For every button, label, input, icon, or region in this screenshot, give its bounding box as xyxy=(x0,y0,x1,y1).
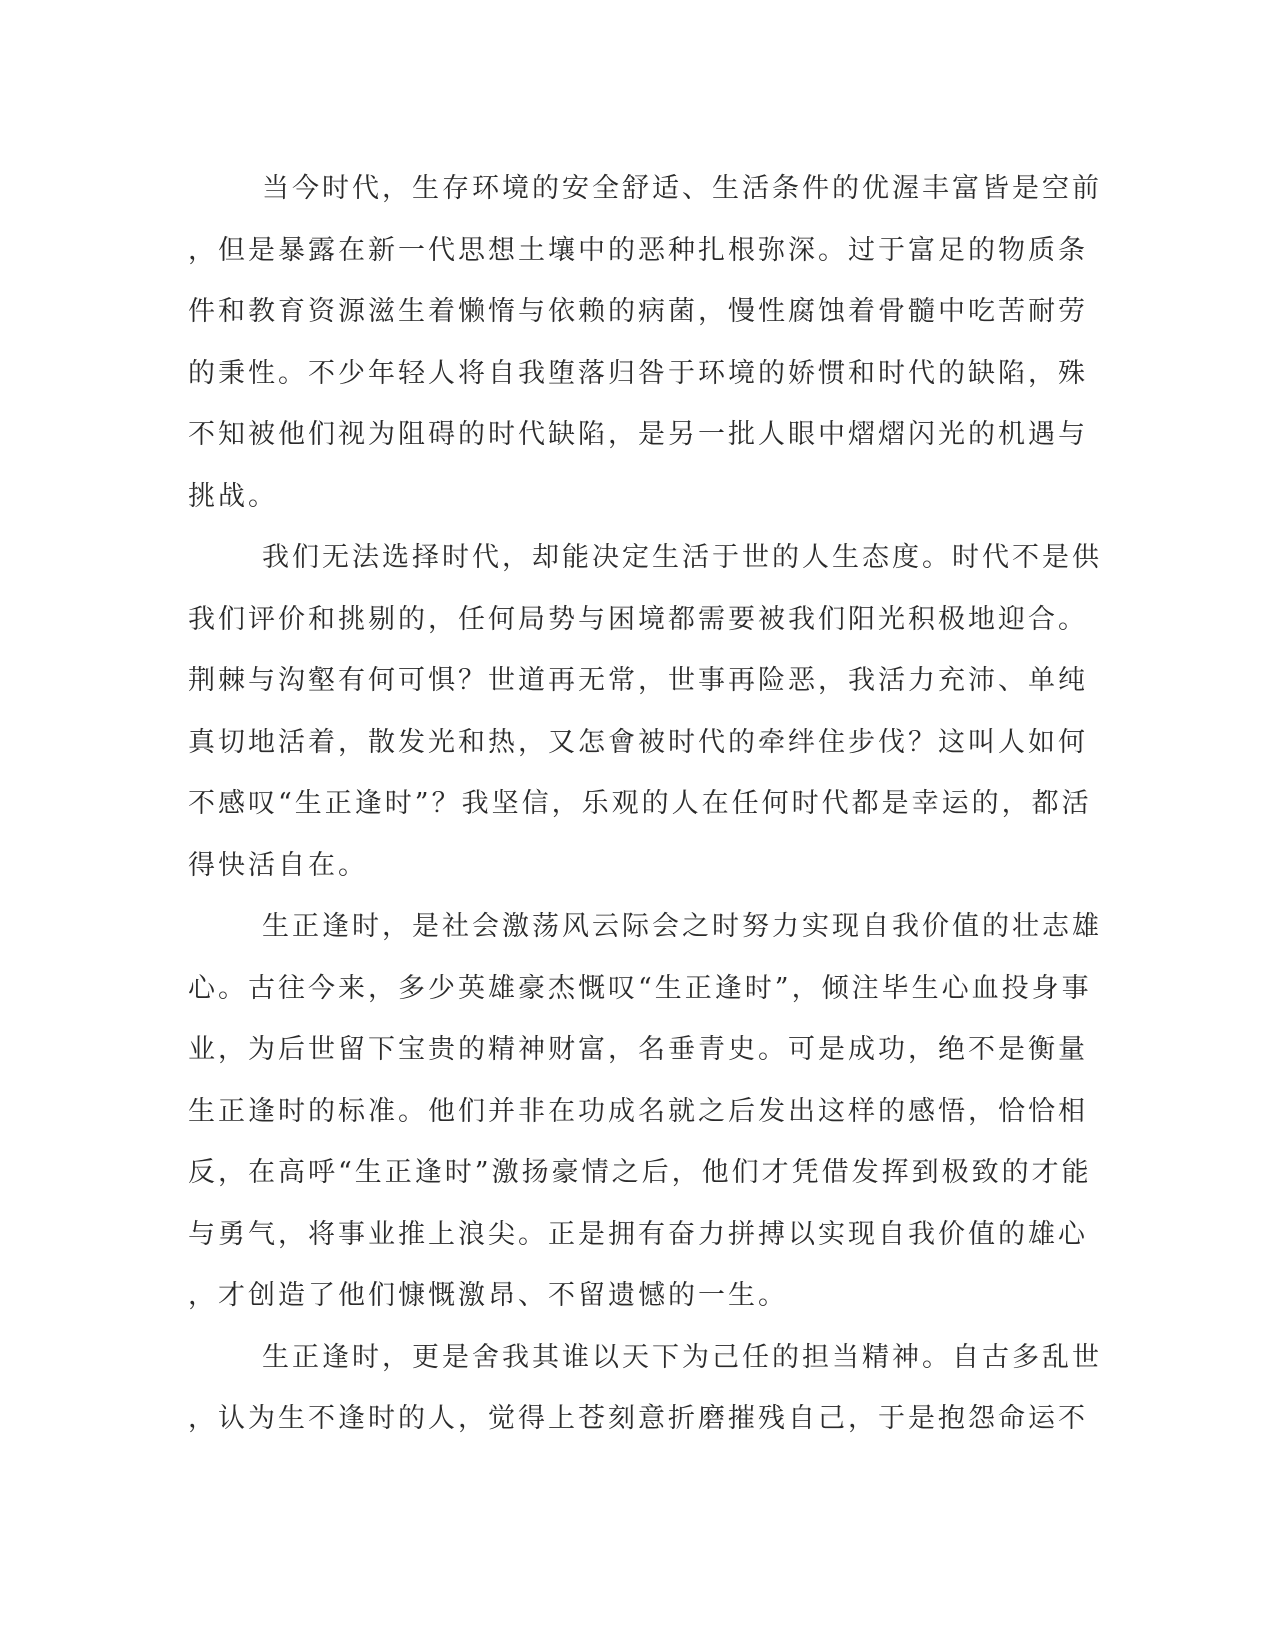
paragraph-line: 生正逢时，更是舍我其谁以天下为己任的担当精神。自古多乱世 xyxy=(262,1341,1102,1373)
paragraph-line: 得快活自在。 xyxy=(188,849,368,881)
paragraph-line: 不知被他们视为阻碍的时代缺陷，是另一批人眼中熠熠闪光的机遇与 xyxy=(188,419,1088,450)
paragraph-line: ，但是暴露在新一代思想土壤中的恶种扎根弥深。过于富足的物质条 xyxy=(188,234,1088,266)
paragraph-3 xyxy=(188,906,1102,1337)
paragraph-line: 不感叹“生正逢时”？我坚信，乐观的人在任何时代都是幸运的，都活 xyxy=(188,788,1092,819)
paragraph-line: 真切地活着，散发光和热，又怎會被时代的牵绊住步伐？这叫人如何 xyxy=(188,726,1088,758)
paragraph-1 xyxy=(188,168,1102,537)
paragraph-line: ，认为生不逢时的人，觉得上苍刻意折磨摧残自己，于是抱怨命运不 xyxy=(188,1403,1088,1434)
paragraph-4 xyxy=(188,1337,1102,1460)
paragraph-line: 我们无法选择时代，却能决定生活于世的人生态度。时代不是供 xyxy=(262,542,1102,573)
paragraph-line: ，才创造了他们慷慨激昂、不留遗憾的一生。 xyxy=(188,1280,788,1311)
paragraph-line: 荆棘与沟壑有何可惧？世道再无常，世事再险恶，我活力充沛、单纯 xyxy=(188,665,1088,696)
paragraph-2 xyxy=(188,537,1102,906)
paragraph-line: 当今时代，生存环境的安全舒适、生活条件的优渥丰富皆是空前 xyxy=(262,173,1102,204)
paragraph-line: 的秉性。不少年轻人将自我堕落归咎于环境的娇惯和时代的缺陷，殊 xyxy=(188,357,1088,389)
paragraph-line: 业，为后世留下宝贵的精神财富，名垂青史。可是成功，绝不是衡量 xyxy=(188,1034,1088,1065)
paragraph-line: 生正逢时的标准。他们并非在功成名就之后发出这样的感悟，恰恰相 xyxy=(188,1095,1088,1127)
paragraph-line: 心。古往今来，多少英雄豪杰慨叹“生正逢时”，倾注毕生心血投身事 xyxy=(188,972,1092,1004)
paragraph-line: 与勇气，将事业推上浪尖。正是拥有奋力拼搏以实现自我价值的雄心 xyxy=(188,1218,1088,1250)
paragraph-line: 件和教育资源滋生着懒惰与依赖的病菌，慢性腐蚀着骨髓中吃苦耐劳 xyxy=(188,296,1088,327)
document-body xyxy=(188,168,1102,1460)
paragraph-line: 生正逢时，是社会激荡风云际会之时努力实现自我价值的壮志雄 xyxy=(262,911,1102,942)
paragraph-line: 反，在高呼“生正逢时”激扬豪情之后，他们才凭借发挥到极致的才能 xyxy=(188,1157,1092,1188)
paragraph-line: 我们评价和挑剔的，任何局势与困境都需要被我们阳光积极地迎合。 xyxy=(188,603,1088,635)
paragraph-line: 挑战。 xyxy=(188,480,278,512)
